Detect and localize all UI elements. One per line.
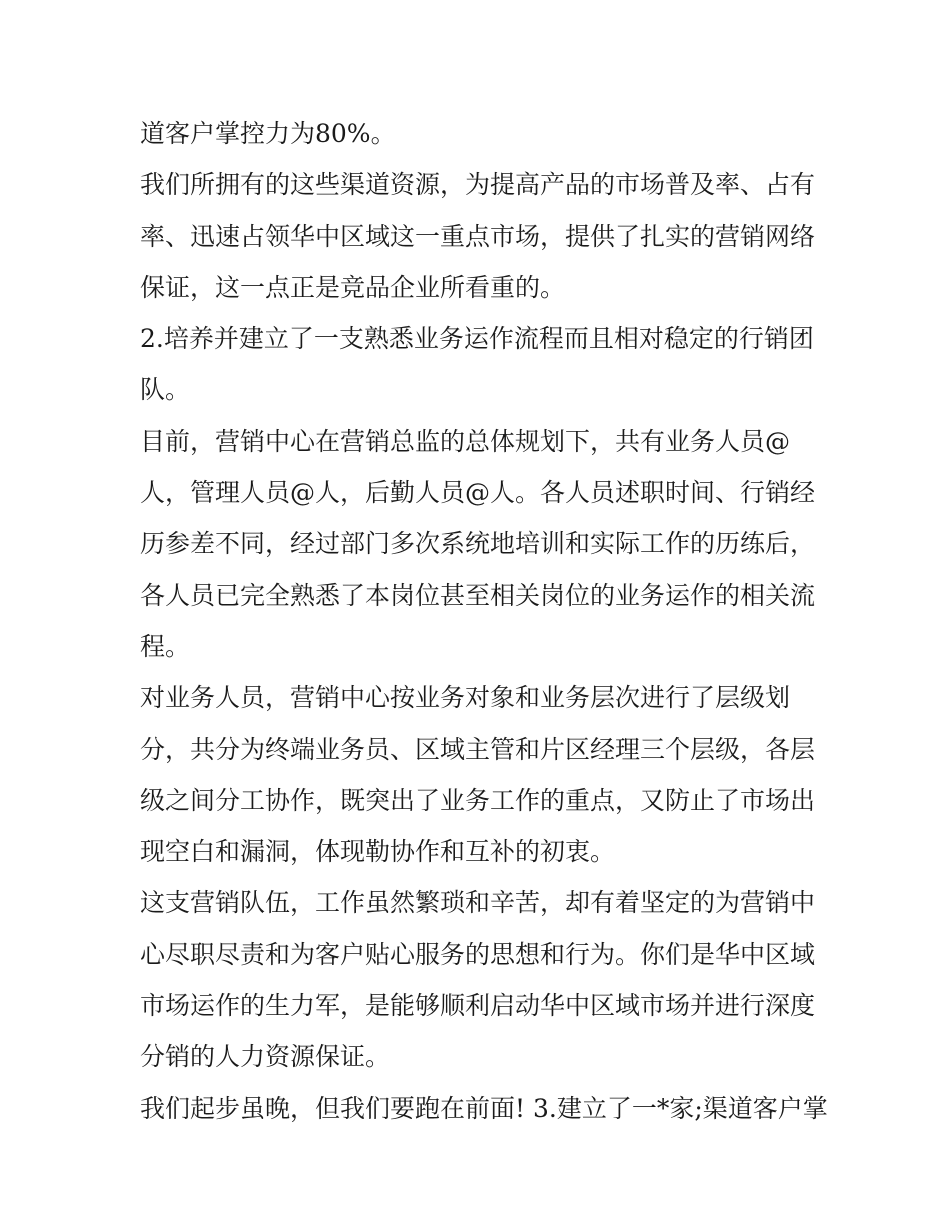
text-line: 队。 xyxy=(140,375,191,405)
text-line: 这支营销队伍，工作虽然繁琐和辛苦，却有着坚定的为营销中 xyxy=(140,888,816,918)
text-line: 人，管理人员@人，后勤人员@人。各人员述职时间、行销经 xyxy=(140,478,816,508)
text-line: 我们起步虽晚，但我们要跑在前面! 3.建立了一*家;渠道客户掌 xyxy=(140,1093,828,1123)
text-line: 市场运作的生力军，是能够顺利启动华中区域市场并进行深度 xyxy=(140,991,816,1021)
text-line: 对业务人员，营销中心按业务对象和业务层次进行了层级划 xyxy=(140,683,791,713)
text-line: 我们所拥有的这些渠道资源，为提高产品的市场普及率、占有 xyxy=(140,170,816,200)
text-line: 心尽职尽责和为客户贴心服务的思想和行为。你们是华中区域 xyxy=(140,939,816,969)
text-line: 程。 xyxy=(140,631,191,661)
text-line: 分销的人力资源保证。 xyxy=(140,1042,391,1072)
text-line: 级之间分工协作，既突出了业务工作的重点，又防止了市场出 xyxy=(140,785,816,815)
text-line: 现空白和漏洞，体现勒协作和互补的初衷。 xyxy=(140,837,616,867)
text-line: 各人员已完全熟悉了本岗位甚至相关岗位的业务运作的相关流 xyxy=(140,580,816,610)
text-line: 2.培养并建立了一支熟悉业务运作流程而且相对稳定的行销团 xyxy=(140,324,814,354)
text-line: 分，共分为终端业务员、区域主管和片区经理三个层级，各层 xyxy=(140,734,816,764)
text-line: 道客户掌控力为80%。 xyxy=(140,119,396,148)
text-line: 率、迅速占领华中区域这一重点市场，提供了扎实的营销网络 xyxy=(140,221,816,251)
text-line: 保证，这一点正是竞品企业所看重的。 xyxy=(140,272,566,302)
text-line: 历参差不同，经过部门多次系统地培训和实际工作的历练后， xyxy=(140,529,816,559)
body-text xyxy=(140,108,828,1134)
text-line: 目前，营销中心在营销总监的总体规划下，共有业务人员@ xyxy=(140,426,791,456)
